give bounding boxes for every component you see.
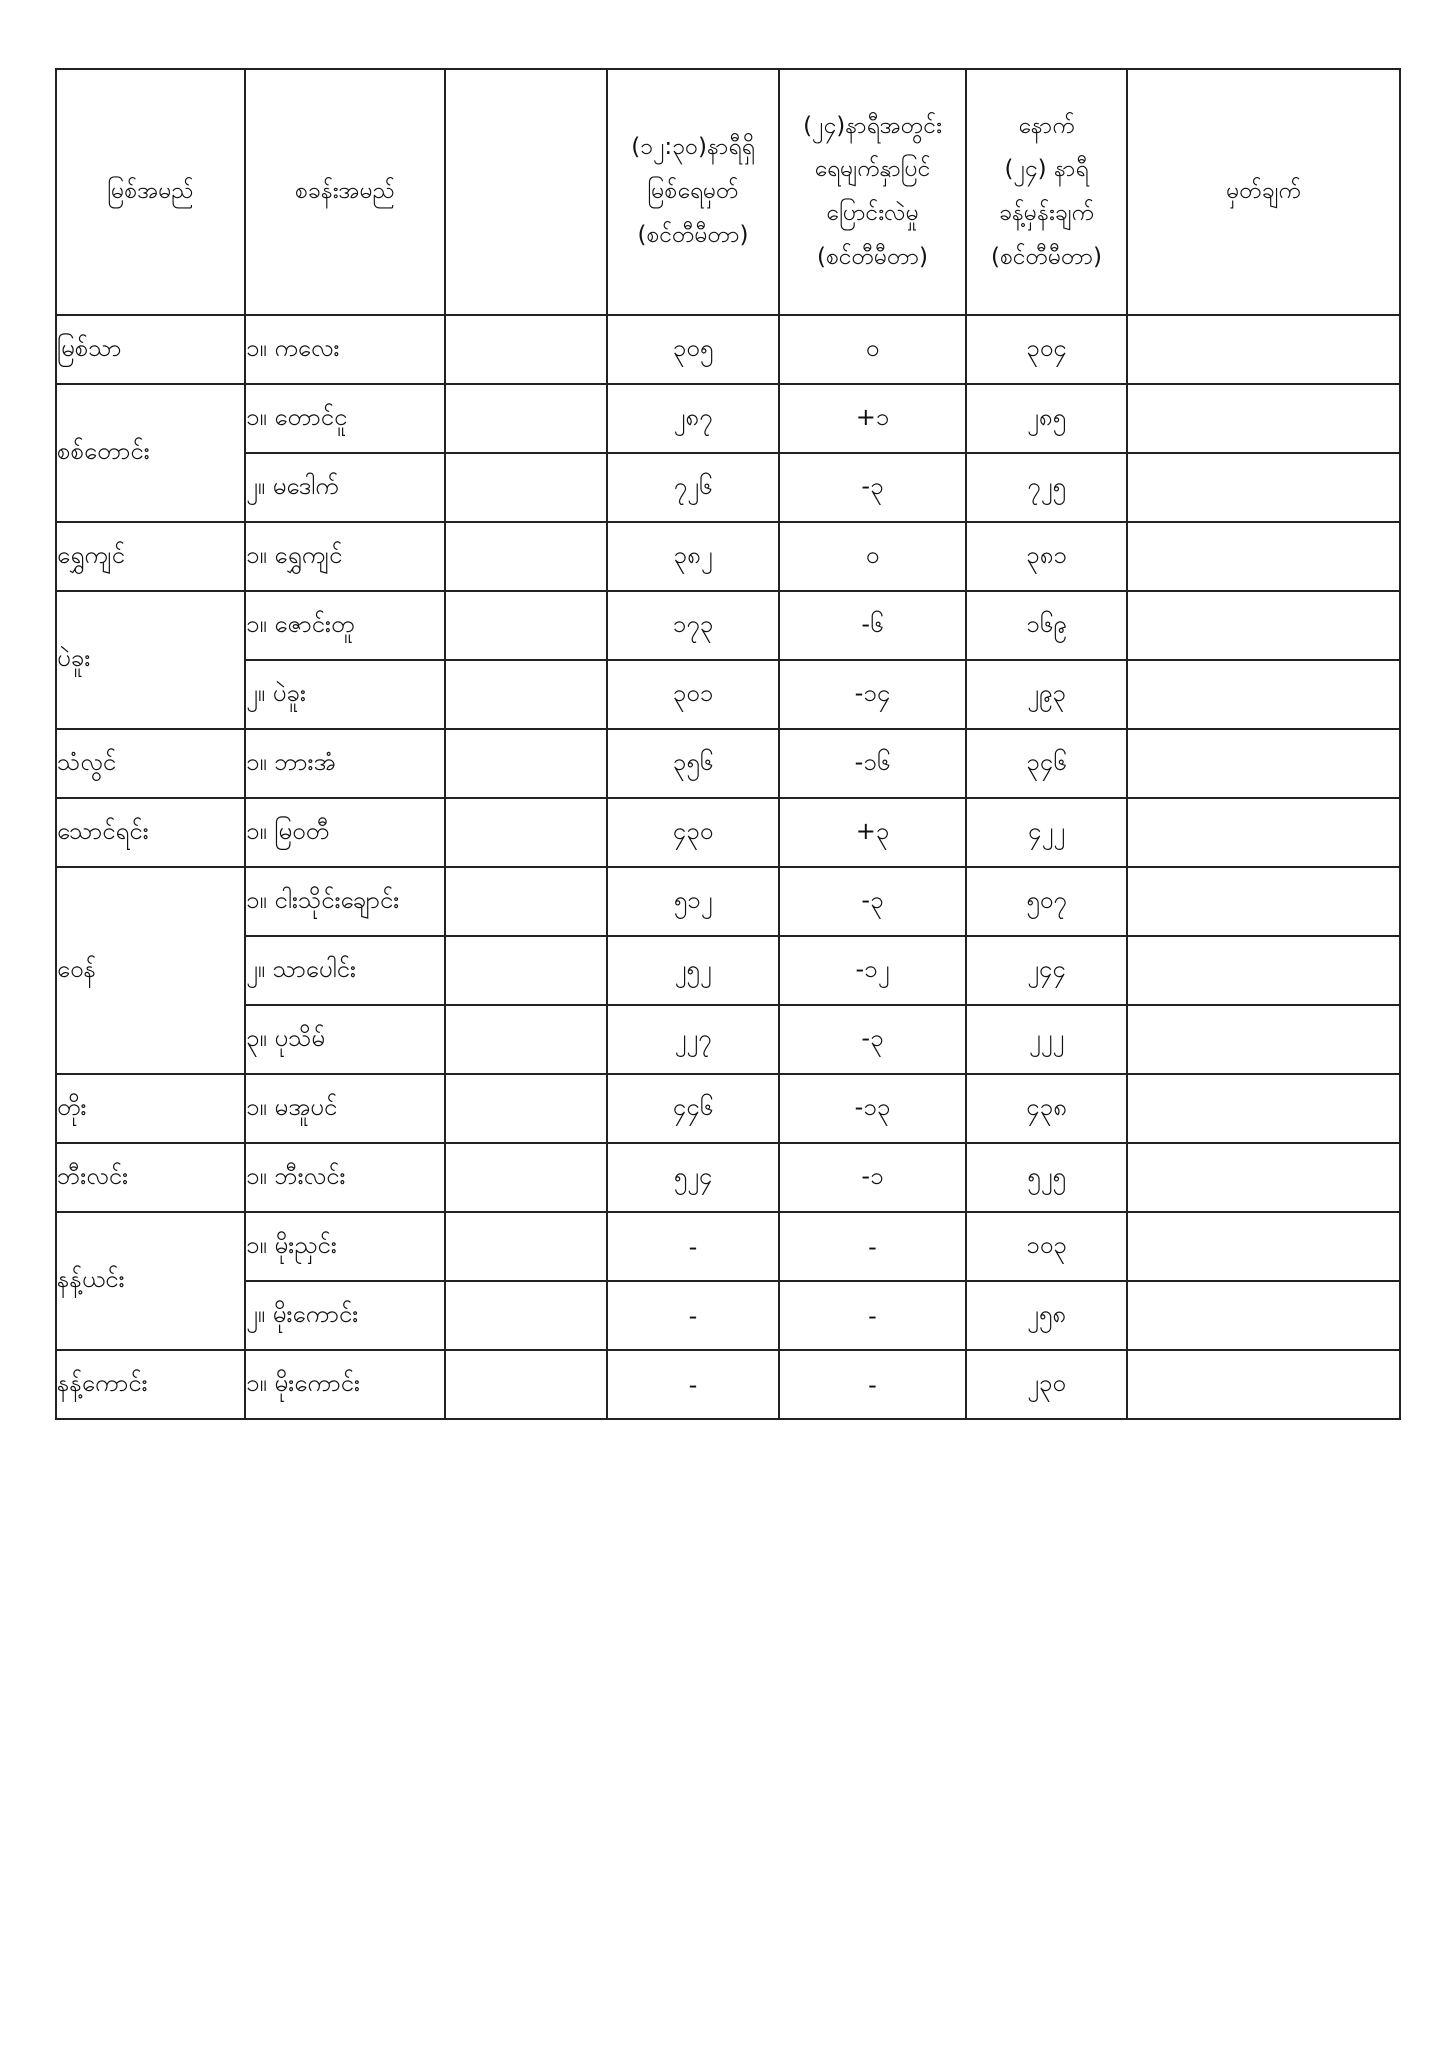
blank-cell [445, 453, 607, 522]
water-level-cell: ၅၂၄ [607, 1143, 779, 1212]
forecast-cell: ၂၅၈ [966, 1281, 1127, 1350]
table-row [56, 591, 1400, 660]
station-name-cell: ၂။ မိုးကောင်း [245, 1281, 445, 1350]
remark-cell [1127, 660, 1400, 729]
change-cell: -၃ [779, 867, 966, 936]
forecast-cell: ၃၈၁ [966, 522, 1127, 591]
blank-cell [445, 1005, 607, 1074]
station-name-cell: ၁။ မအူပင် [245, 1074, 445, 1143]
station-name-cell: ၂။ သာပေါင်း [245, 936, 445, 1005]
river-name-cell: နန့်ကောင်း [56, 1350, 245, 1419]
forecast-cell: ၄၃၈ [966, 1074, 1127, 1143]
forecast-cell: ၂၉၃ [966, 660, 1127, 729]
blank-cell [445, 315, 607, 384]
blank-cell [445, 729, 607, 798]
table-row [56, 729, 1400, 798]
station-name-cell: ၁။ ရွှေကျင် [245, 522, 445, 591]
river-name-cell: မြစ်သာ [56, 315, 245, 384]
table-row [56, 936, 1400, 1005]
blank-cell [445, 660, 607, 729]
table-row [56, 315, 1400, 384]
table-row [56, 1212, 1400, 1281]
forecast-cell: ၅၀၇ [966, 867, 1127, 936]
water-level-cell: ၃၅၆ [607, 729, 779, 798]
water-level-cell: ၄၄၆ [607, 1074, 779, 1143]
water-level-cell: - [607, 1212, 779, 1281]
remark-cell [1127, 384, 1400, 453]
table-row [56, 1143, 1400, 1212]
blank-cell [445, 1281, 607, 1350]
change-cell: -၁၆ [779, 729, 966, 798]
blank-cell [445, 1074, 607, 1143]
table-row [56, 1281, 1400, 1350]
station-name-cell: ၁။ ငါးသိုင်းချောင်း [245, 867, 445, 936]
blank-cell [445, 867, 607, 936]
change-cell: -၆ [779, 591, 966, 660]
change-cell: - [779, 1212, 966, 1281]
water-level-cell: - [607, 1281, 779, 1350]
water-level-cell: ၅၁၂ [607, 867, 779, 936]
remark-cell [1127, 522, 1400, 591]
table-row [56, 453, 1400, 522]
water-level-cell: ၃၀၅ [607, 315, 779, 384]
river-level-table [55, 68, 1401, 1420]
river-name-cell: သောင်ရင်း [56, 798, 245, 867]
change-cell: -၁ [779, 1143, 966, 1212]
station-name-cell: ၁။ မိုးညှင်း [245, 1212, 445, 1281]
change-cell: -၃ [779, 1005, 966, 1074]
blank-cell [445, 1212, 607, 1281]
water-level-cell: ၃၀၁ [607, 660, 779, 729]
change-cell: ၀ [779, 315, 966, 384]
remark-cell [1127, 1143, 1400, 1212]
remark-cell [1127, 729, 1400, 798]
blank-cell [445, 936, 607, 1005]
header-station-name: စခန်းအမည် [245, 69, 445, 315]
remark-cell [1127, 1212, 1400, 1281]
remark-cell [1127, 798, 1400, 867]
change-cell: - [779, 1350, 966, 1419]
river-name-cell: သံလွင် [56, 729, 245, 798]
river-name-cell: တိုး [56, 1074, 245, 1143]
station-name-cell: ၁။ မြဝတီ [245, 798, 445, 867]
river-name-cell: နန့်ယင်း [56, 1212, 245, 1350]
table-row [56, 867, 1400, 936]
blank-cell [445, 522, 607, 591]
table-row [56, 522, 1400, 591]
table-row [56, 1005, 1400, 1074]
river-name-cell: ရွှေကျင် [56, 522, 245, 591]
remark-cell [1127, 936, 1400, 1005]
table-row [56, 798, 1400, 867]
change-cell: +၁ [779, 384, 966, 453]
remark-cell [1127, 1074, 1400, 1143]
forecast-cell: ၇၂၅ [966, 453, 1127, 522]
header-blank [445, 69, 607, 315]
remark-cell [1127, 1350, 1400, 1419]
water-level-cell: ၂၂၇ [607, 1005, 779, 1074]
forecast-cell: ၂၂၂ [966, 1005, 1127, 1074]
blank-cell [445, 591, 607, 660]
blank-cell [445, 384, 607, 453]
station-name-cell: ၁။ ဇောင်းတူ [245, 591, 445, 660]
table-row [56, 384, 1400, 453]
change-cell: -၃ [779, 453, 966, 522]
blank-cell [445, 798, 607, 867]
forecast-cell: ၅၂၅ [966, 1143, 1127, 1212]
change-cell: -၁၃ [779, 1074, 966, 1143]
station-name-cell: ၁။ မိုးကောင်း [245, 1350, 445, 1419]
change-cell: +၃ [779, 798, 966, 867]
change-cell: ၀ [779, 522, 966, 591]
station-name-cell: ၂။ မဒေါက် [245, 453, 445, 522]
water-level-cell: ၂၅၂ [607, 936, 779, 1005]
forecast-cell: ၂၄၄ [966, 936, 1127, 1005]
station-name-cell: ၁။ ဘားအံ [245, 729, 445, 798]
water-level-cell: - [607, 1350, 779, 1419]
change-cell: -၁၄ [779, 660, 966, 729]
table-row [56, 660, 1400, 729]
station-name-cell: ၃။ ပုသိမ် [245, 1005, 445, 1074]
forecast-cell: ၂၃၀ [966, 1350, 1127, 1419]
station-name-cell: ၁။ တောင်ငူ [245, 384, 445, 453]
river-name-cell: စစ်တောင်း [56, 384, 245, 522]
header-forecast: နောက် (၂၄) နာရီ ခန့်မှန်းချက် (စင်တီမီတာ) [966, 69, 1127, 315]
remark-cell [1127, 1281, 1400, 1350]
river-name-cell: ဝေန် [56, 867, 245, 1074]
water-level-cell: ၃၈၂ [607, 522, 779, 591]
forecast-cell: ၃၄၆ [966, 729, 1127, 798]
table-row [56, 1350, 1400, 1419]
header-remark: မှတ်ချက် [1127, 69, 1400, 315]
remark-cell [1127, 315, 1400, 384]
change-cell: -၁၂ [779, 936, 966, 1005]
water-level-cell: ၇၂၆ [607, 453, 779, 522]
station-name-cell: ၁။ ကလေး [245, 315, 445, 384]
table-row [56, 1074, 1400, 1143]
remark-cell [1127, 453, 1400, 522]
remark-cell [1127, 591, 1400, 660]
forecast-cell: ၁၆၉ [966, 591, 1127, 660]
river-name-cell: ဘီးလင်း [56, 1143, 245, 1212]
forecast-cell: ၁၀၃ [966, 1212, 1127, 1281]
header-row [56, 69, 1400, 315]
header-24h-change: (၂၄)နာရီအတွင်း ရေမျက်နှာပြင် ပြောင်းလဲမှု (စင်တီမီတာ) [779, 69, 966, 315]
water-level-cell: ၄၃၀ [607, 798, 779, 867]
remark-cell [1127, 867, 1400, 936]
remark-cell [1127, 1005, 1400, 1074]
forecast-cell: ၃၀၄ [966, 315, 1127, 384]
blank-cell [445, 1143, 607, 1212]
header-water-level: (၁၂:၃၀)နာရီရှိ မြစ်ရေမှတ် (စင်တီမီတာ) [607, 69, 779, 315]
forecast-cell: ၄၂၂ [966, 798, 1127, 867]
header-river-name: မြစ်အမည် [56, 69, 245, 315]
forecast-cell: ၂၈၅ [966, 384, 1127, 453]
station-name-cell: ၁။ ဘီးလင်း [245, 1143, 445, 1212]
river-name-cell: ပဲခူး [56, 591, 245, 729]
blank-cell [445, 1350, 607, 1419]
change-cell: - [779, 1281, 966, 1350]
water-level-cell: ၂၈၇ [607, 384, 779, 453]
water-level-cell: ၁၇၃ [607, 591, 779, 660]
station-name-cell: ၂။ ပဲခူး [245, 660, 445, 729]
